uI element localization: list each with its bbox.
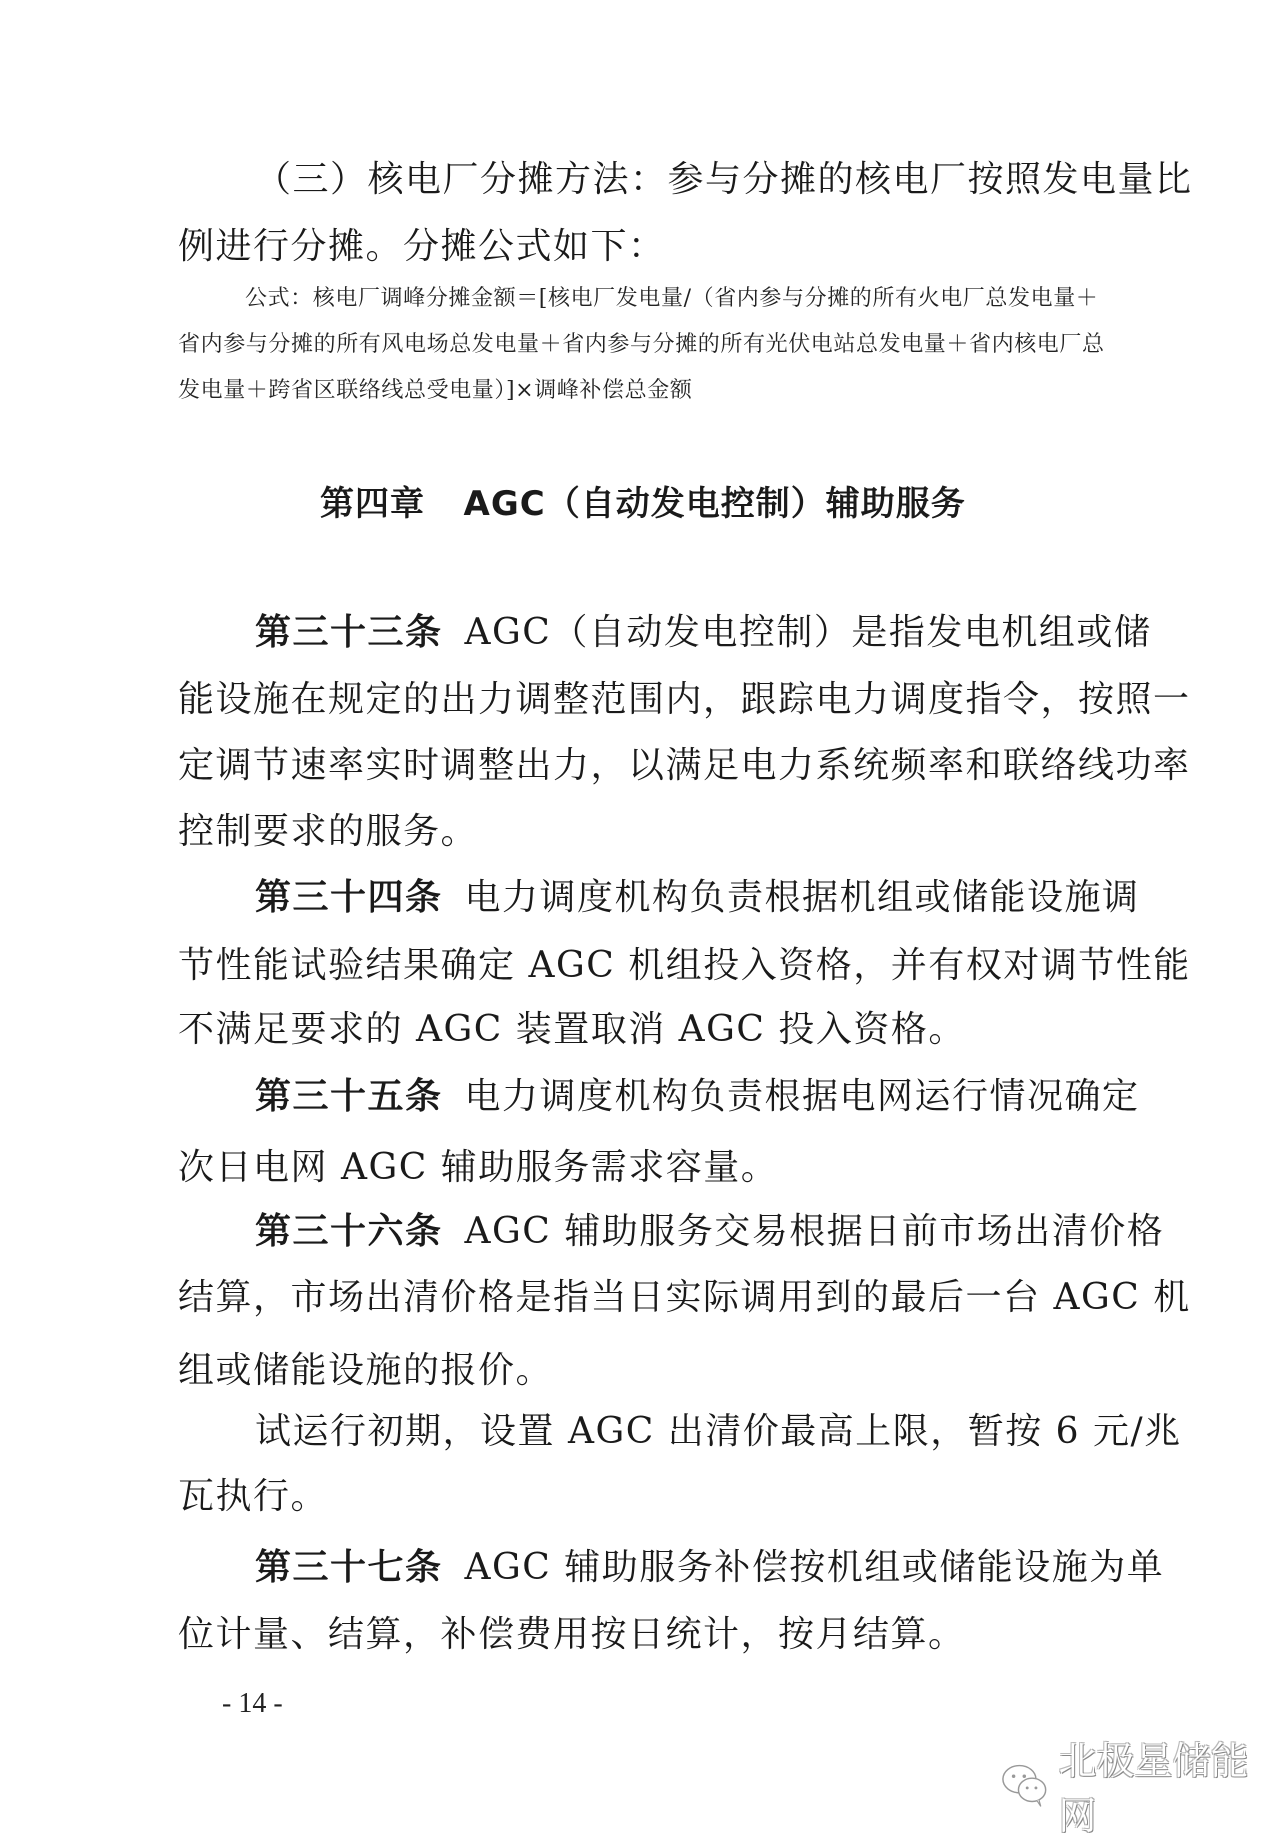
trial-period-line-2: 瓦执行。 — [178, 1476, 329, 1517]
article-36-label: 第三十六条 — [255, 1211, 443, 1252]
article-35-line-1 — [255, 1075, 1155, 1119]
page-number: - 14 - — [222, 1688, 283, 1719]
article-33-label: 第三十三条 — [255, 612, 443, 653]
article-33-line-1 — [255, 611, 1155, 655]
article-37-label: 第三十七条 — [255, 1547, 443, 1588]
chapter-title: AGC（自动发电控制）辅助服务 — [463, 484, 966, 524]
formula-line-3: 发电量＋跨省区联络线总受电量）]×调峰补偿总金额 — [178, 378, 693, 403]
article-35-label: 第三十五条 — [255, 1076, 443, 1117]
article-34-line-1 — [255, 876, 1155, 920]
wechat-icon — [1000, 1762, 1051, 1808]
formula-line-2: 省内参与分摊的所有风电场总发电量＋省内参与分摊的所有光伏电站总发电量＋省内核电厂总 — [178, 332, 1105, 357]
article-35-text-1: 电力调度机构负责根据电网运行情况确定 — [464, 1076, 1140, 1117]
article-33-line-2: 能设施在规定的出力调整范围内，跟踪电力调度指令，按照一 — [178, 679, 1191, 720]
article-33-text-1: AGC（自动发电控制）是指发电机组或储 — [464, 612, 1152, 653]
watermark — [1000, 1730, 1280, 1840]
article-36-text-1: AGC 辅助服务交易根据日前市场出清价格 — [464, 1211, 1165, 1252]
article-35-line-2: 次日电网 AGC 辅助服务需求容量。 — [178, 1147, 779, 1188]
article-36-line-3: 组或储能设施的报价。 — [178, 1350, 554, 1391]
article-37-line-2: 位计量、结算，补偿费用按日统计，按月结算。 — [178, 1614, 966, 1655]
article-34-line-2: 节性能试验结果确定 AGC 机组投入资格，并有权对调节性能 — [178, 945, 1191, 986]
article-34-label: 第三十四条 — [255, 877, 443, 918]
article-33-line-4: 控制要求的服务。 — [178, 811, 479, 852]
article-36-line-2: 结算，市场出清价格是指当日实际调用到的最后一台 AGC 机 — [178, 1277, 1191, 1318]
formula-line-1: 公式：核电厂调峰分摊金额＝[核电厂发电量/（省内参与分摊的所有火电厂总发电量＋ — [245, 286, 1099, 311]
article-33-line-3: 定调节速率实时调整出力，以满足电力系统频率和联络线功率 — [178, 745, 1191, 786]
section-3-line-1: （三）核电厂分摊方法：参与分摊的核电厂按照发电量比 — [255, 159, 1193, 200]
chapter-heading — [0, 482, 1280, 526]
article-36-line-1 — [255, 1210, 1165, 1254]
section-3-line-2: 例进行分摊。分摊公式如下： — [178, 226, 666, 267]
article-34-line-3: 不满足要求的 AGC 装置取消 AGC 投入资格。 — [178, 1009, 966, 1050]
article-34-text-1: 电力调度机构负责根据机组或储能设施调 — [464, 877, 1140, 918]
article-37-text-1: AGC 辅助服务补偿按机组或储能设施为单 — [464, 1547, 1165, 1588]
chapter-number: 第四章 — [320, 484, 425, 524]
article-37-line-1 — [255, 1546, 1165, 1590]
watermark-text: 北极星储能网 — [1058, 1739, 1249, 1838]
trial-period-line-1: 试运行初期，设置 AGC 出清价最高上限，暂按 6 元/兆 — [255, 1411, 1182, 1452]
